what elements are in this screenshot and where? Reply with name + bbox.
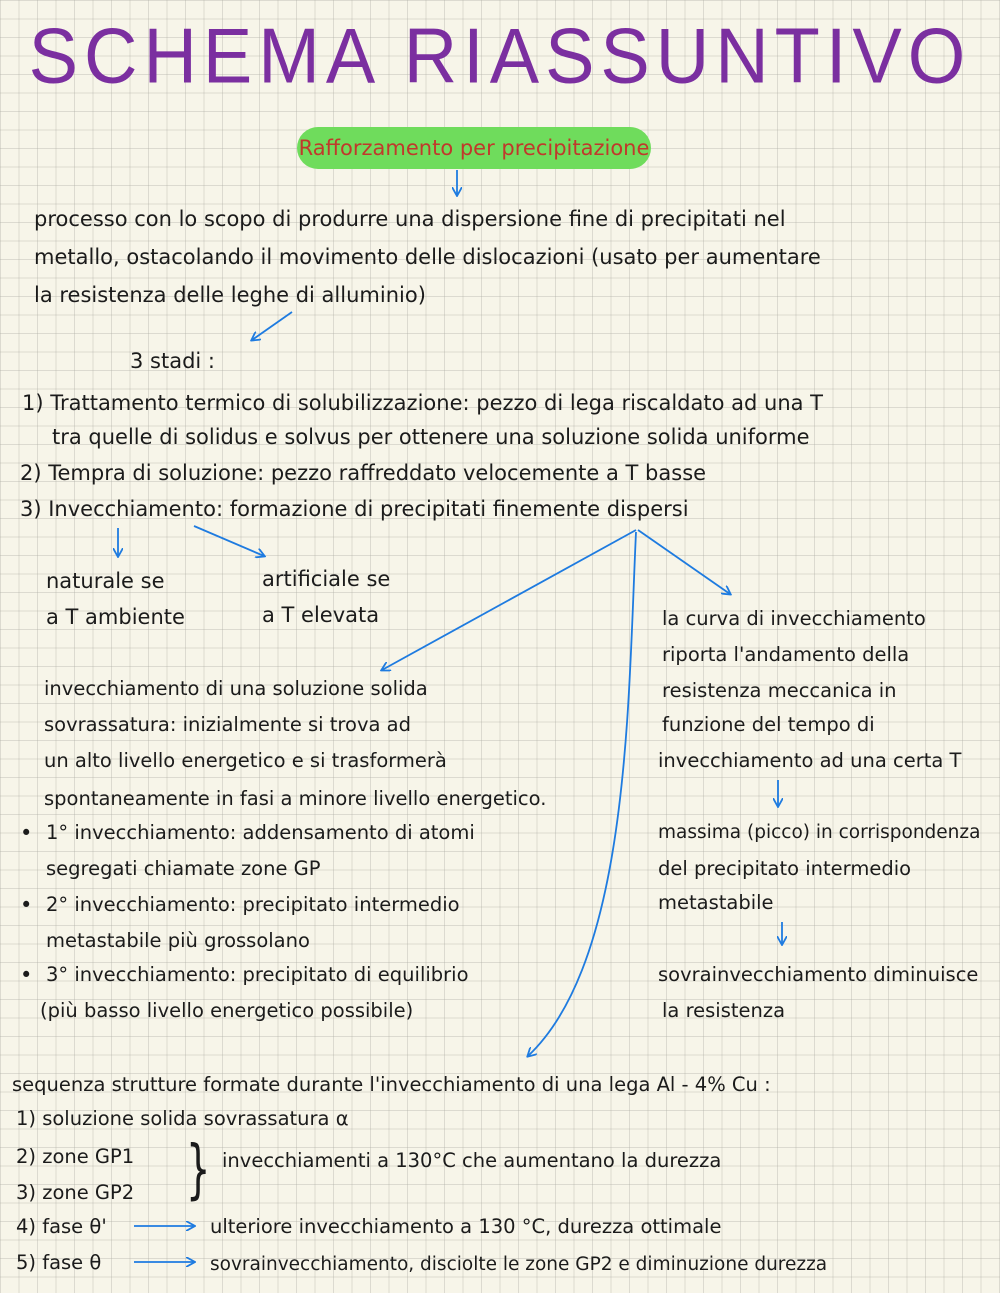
middle-line-1: invecchiamento di una soluzione solida: [44, 677, 428, 700]
bullet-3-line-2: (più basso livello energetico possibile): [40, 999, 414, 1022]
curly-brace: }: [186, 1133, 211, 1207]
stage-1: 1) Trattamento termico di solubilizzazione: pezzo di lega riscaldato ad una T: [22, 391, 824, 415]
curve-line-3: resistenza meccanica in: [662, 679, 897, 702]
bullet-2-dot: •: [20, 893, 33, 917]
bullet-3-dot: •: [20, 963, 33, 987]
peak-line-2: del precipitato intermedio: [658, 857, 912, 880]
definition-line-1: processo con lo scopo di produrre una dispersione fine di precipitati nel: [34, 207, 786, 231]
bullet-1-dot: •: [20, 821, 33, 845]
sequence-note-gp: invecchiamenti a 130°C che aumentano la durezza: [222, 1149, 722, 1172]
overaging-line-2: la resistenza: [662, 999, 786, 1022]
bullet-2-line-2: metastabile più grossolano: [46, 929, 310, 952]
arrow-to-artificial: [194, 526, 264, 556]
stage-2: 2) Tempra di soluzione: pezzo raffreddato velocemente a T basse: [20, 461, 707, 485]
sequence-item-4: 4) fase θ': [16, 1215, 107, 1238]
aging-natural-line-1: naturale se: [46, 569, 165, 593]
curve-line-4: funzione del tempo di: [662, 713, 875, 736]
bullet-1-line-1: 1° invecchiamento: addensamento di atomi: [46, 821, 475, 844]
sequence-item-1: 1) soluzione solida sovrassatura α: [16, 1107, 349, 1130]
stage-3: 3) Invecchiamento: formazione di precipitati finemente dispersi: [20, 497, 689, 521]
curve-line-1: la curva di invecchiamento: [662, 607, 926, 630]
arrow-to-stages: [252, 312, 292, 340]
curve-line-2: riporta l'andamento della: [662, 643, 910, 666]
sequence-note-theta-prime: ulteriore invecchiamento a 130 °C, durezza ottimale: [210, 1215, 722, 1238]
aging-artificial-line-1: artificiale se: [262, 567, 391, 591]
bullet-1-line-2: segregati chiamate zone GP: [46, 857, 321, 880]
bullet-3-line-1: 3° invecchiamento: precipitato di equilibrio: [46, 963, 469, 986]
middle-line-4: spontaneamente in fasi a minore livello energetico.: [44, 787, 547, 810]
sequence-item-2: 2) zone GP1: [16, 1145, 135, 1168]
definition-line-2: metallo, ostacolando il movimento delle dislocazioni (usato per aumentare: [34, 245, 821, 269]
aging-artificial-line-2: a T elevata: [262, 603, 380, 627]
topic-highlight: [297, 127, 651, 169]
peak-line-1: massima (picco) in corrispondenza: [658, 822, 981, 843]
page-title: SCHEMA RIASSUNTIVO: [28, 11, 972, 100]
arrow-to-curve: [638, 530, 730, 594]
stages-title: 3 stadi :: [130, 349, 215, 373]
overaging-line-1: sovrainvecchiamento diminuisce: [658, 963, 979, 986]
bullet-2-line-1: 2° invecchiamento: precipitato intermedio: [46, 893, 460, 916]
arrow-to-middle: [382, 530, 636, 670]
topic-label: Rafforzamento per precipitazione: [298, 136, 650, 160]
peak-line-3: metastabile: [658, 891, 774, 914]
sequence-item-3: 3) zone GP2: [16, 1181, 135, 1204]
curve-line-5: invecchiamento ad una certa T: [658, 749, 962, 772]
middle-line-2: sovrassatura: inizialmente si trova ad: [44, 713, 411, 736]
middle-line-3: un alto livello energetico e si trasformerà: [44, 749, 447, 772]
sequence-item-5: 5) fase θ: [16, 1251, 102, 1274]
stage-1-continued: tra quelle di solidus e solvus per ottenere una soluzione solida uniforme: [52, 425, 810, 449]
definition-line-3: la resistenza delle leghe di alluminio): [34, 283, 426, 307]
sequence-note-theta: sovrainvecchiamento, disciolte le zone GP2 e diminuzione durezza: [210, 1254, 828, 1275]
aging-natural-line-2: a T ambiente: [46, 605, 185, 629]
sequence-title: sequenza strutture formate durante l'invecchiamento di una lega Al - 4% Cu :: [12, 1073, 771, 1096]
